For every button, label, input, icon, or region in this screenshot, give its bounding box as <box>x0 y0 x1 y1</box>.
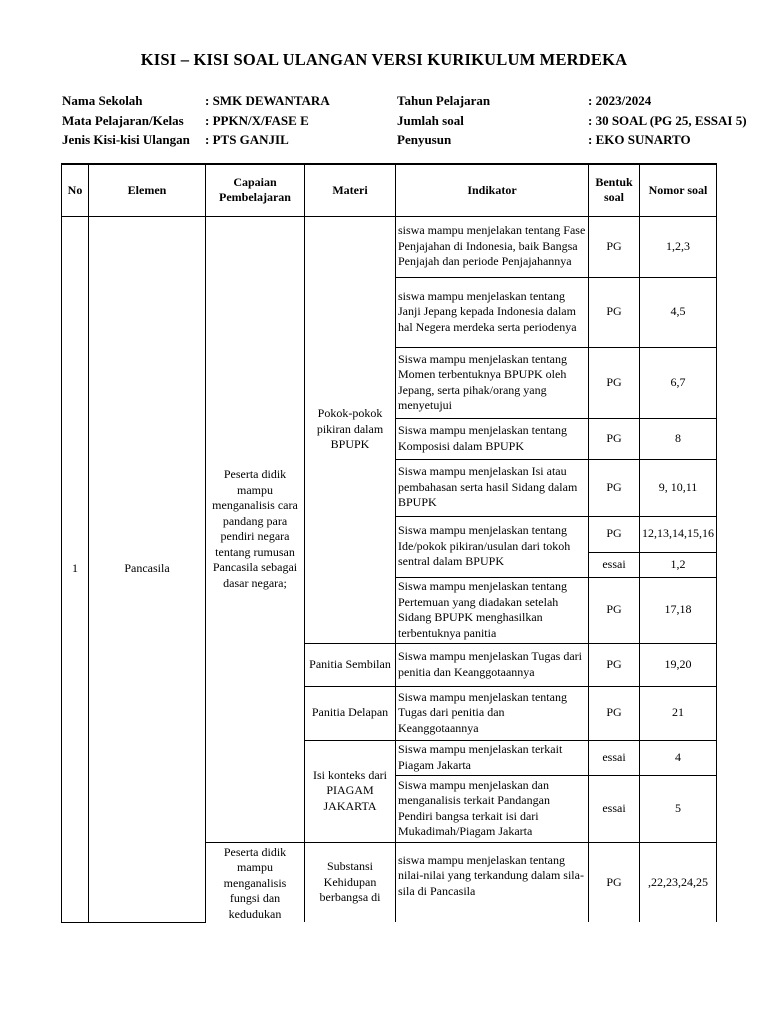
document-title: KISI – KISI SOAL ULANGAN VERSI KURIKULUM MERDEKA <box>140 50 628 69</box>
header-capaian: Capaian Pembelajaran <box>206 164 305 216</box>
cell-capaian-2: Peserta didik mampu menganalisis fungsi dan kedudukan <box>206 842 305 922</box>
cell-materi-4: Isi konteks dari PIAGAM JAKARTA <box>305 740 396 842</box>
cell-indikator: Siswa mampu menjelaskan tentang Pertemuan yang diadakan setelah Sidang BPUPK menghasilkan terbentuknya panitia <box>396 577 589 643</box>
value-penyusun: : EKO SUNARTO <box>588 132 691 147</box>
cell-bentuk: PG <box>589 686 640 740</box>
cell-indikator: Siswa mampu menjelaskan tentang Ide/pokok pikiran/usulan dari tokoh sentral dalam BPUPK <box>396 516 589 577</box>
cell-indikator: Siswa mampu menjelaskan Tugas dari penitia dan Keanggotaannya <box>396 643 589 686</box>
value-jumlah-soal: : 30 SOAL (PG 25, ESSAI 5) <box>588 112 747 128</box>
cell-indikator: Siswa mampu menjelaskan tentang Komposisi dalam BPUPK <box>396 418 589 459</box>
cell-bentuk: PG <box>589 577 640 643</box>
label-mata-pelajaran: Mata Pelajaran/Kelas <box>62 112 184 128</box>
label-nama-sekolah: Nama Sekolah <box>62 93 143 108</box>
cell-bentuk: PG <box>589 216 640 277</box>
cell-materi-1: Pokok-pokok pikiran dalam BPUPK <box>305 216 396 643</box>
header-no: No <box>62 164 89 216</box>
header-nomor-soal: Nomor soal <box>640 164 717 216</box>
cell-indikator: siswa mampu menjelakan tentang Fase Penjajahan di Indonesia, baik Bangsa Penjajah dan periode Penjajahannya <box>396 216 589 277</box>
cell-indikator: siswa mampu menjelaskan tentang nilai-nilai yang terkandung dalam sila-sila di Pancasila <box>396 842 589 922</box>
cell-indikator: Siswa mampu menjelaskan Isi atau pembahasan serta hasil Sidang dalam BPUPK <box>396 459 589 516</box>
label-jenis-kisi: Jenis Kisi-kisi Ulangan <box>62 132 190 147</box>
cell-nomor: 6,7 <box>640 347 717 418</box>
cell-bentuk: essai <box>589 775 640 842</box>
cell-nomor: ,22,23,24,25 <box>640 842 717 922</box>
table-header-row <box>62 164 717 216</box>
cell-indikator: Siswa mampu menjelaskan terkait Piagam Jakarta <box>396 740 589 775</box>
cell-bentuk: PG <box>589 516 640 552</box>
cell-nomor: 1,2,3 <box>640 216 717 277</box>
cell-bentuk: PG <box>589 459 640 516</box>
cell-bentuk: essai <box>589 740 640 775</box>
value-jenis-kisi: : PTS GANJIL <box>205 132 289 147</box>
table-row <box>62 216 717 277</box>
header-indikator: Indikator <box>396 164 589 216</box>
header-bentuk-soal: Bentuk soal <box>589 164 640 216</box>
cell-indikator: Siswa mampu menjelaskan dan menganalisis terkait Pandangan Pendiri bangsa terkait isi dari Mukadimah/Piagam Jakarta <box>396 775 589 842</box>
cell-elemen: Pancasila <box>89 216 206 922</box>
cell-materi-3: Panitia Delapan <box>305 686 396 740</box>
cell-bentuk: PG <box>589 842 640 922</box>
label-penyusun: Penyusun <box>397 132 452 147</box>
value-mata-pelajaran: : PPKN/X/FASE E <box>205 112 309 128</box>
cell-bentuk: essai <box>589 552 640 577</box>
cell-indikator: Siswa mampu menjelaskan tentang Tugas dari penitia dan Keanggotaannya <box>396 686 589 740</box>
cell-nomor: 19,20 <box>640 643 717 686</box>
header-elemen: Elemen <box>89 164 206 216</box>
cell-materi-5: Substansi Kehidupan berbangsa di <box>305 842 396 922</box>
cell-bentuk: PG <box>589 277 640 347</box>
cell-nomor: 17,18 <box>640 577 717 643</box>
value-nama-sekolah: : SMK DEWANTARA <box>205 93 330 108</box>
cell-nomor: 9, 10,11 <box>640 459 717 516</box>
cell-nomor: 8 <box>640 418 717 459</box>
cell-nomor: 4 <box>640 740 717 775</box>
value-tahun-pelajaran: : 2023/2024 <box>588 93 652 108</box>
cell-nomor: 12,13,14,15,16 <box>640 516 717 552</box>
cell-materi-2: Panitia Sembilan <box>305 643 396 686</box>
cell-bentuk: PG <box>589 643 640 686</box>
cell-capaian-1: Peserta didik mampu menganalisis cara pandang para pendiri negara tentang rumusan Pancasila sebagai dasar negara; <box>206 216 305 842</box>
cell-indikator: Siswa mampu menjelaskan tentang Momen terbentuknya BPUPK oleh Jepang, serta pihak/orang yang menyetujui <box>396 347 589 418</box>
label-tahun-pelajaran: Tahun Pelajaran <box>397 93 491 108</box>
cell-nomor: 1,2 <box>640 552 717 577</box>
cell-nomor: 5 <box>640 775 717 842</box>
header-materi: Materi <box>305 164 396 216</box>
cell-no: 1 <box>62 216 89 922</box>
label-jumlah-soal: Jumlah soal <box>397 112 464 128</box>
cell-nomor: 21 <box>640 686 717 740</box>
cell-nomor: 4,5 <box>640 277 717 347</box>
kisi-kisi-table <box>61 163 717 923</box>
cell-bentuk: PG <box>589 418 640 459</box>
cell-indikator: siswa mampu menjelaskan tentang Janji Jepang kepada Indonesia dalam hal Negera merdeka serta periodenya <box>396 277 589 347</box>
cell-bentuk: PG <box>589 347 640 418</box>
